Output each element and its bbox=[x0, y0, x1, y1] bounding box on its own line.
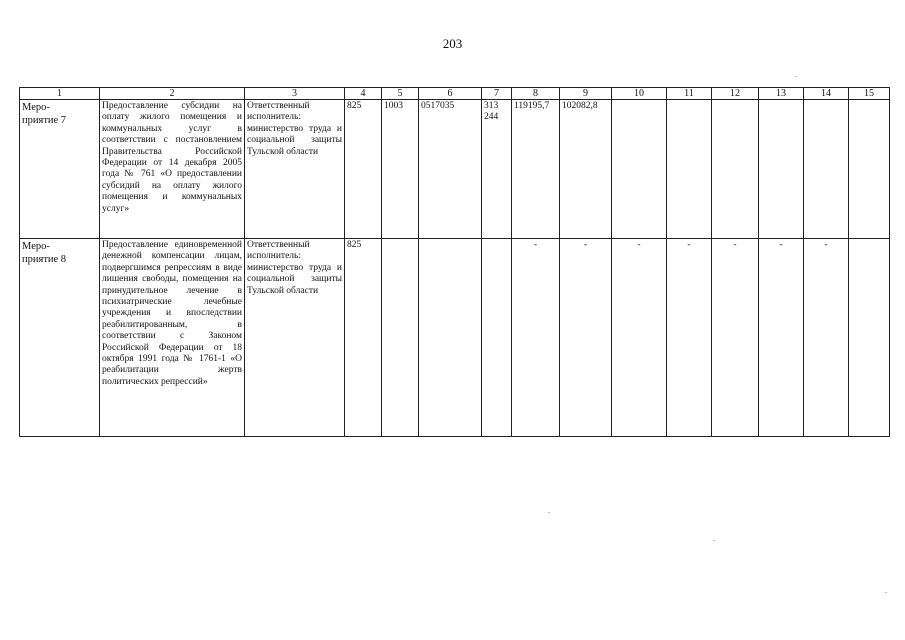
header-col-11: 11 bbox=[667, 88, 712, 100]
measure-label-line-2: приятие 7 bbox=[22, 115, 67, 126]
cell-col-11: - bbox=[667, 239, 712, 437]
measure-label-line-1: Меро- bbox=[22, 241, 50, 252]
header-col-5: 5 bbox=[382, 88, 419, 100]
cell-col-6: 0517035 bbox=[419, 100, 482, 239]
cell-col-9: 102082,8 bbox=[560, 100, 612, 239]
header-col-6: 6 bbox=[419, 88, 482, 100]
cell-col-12: - bbox=[712, 239, 759, 437]
cell-col-10 bbox=[612, 100, 667, 239]
cell-col-6 bbox=[419, 239, 482, 437]
measure-label bbox=[20, 239, 100, 437]
cell-col-12 bbox=[712, 100, 759, 239]
table-row-measure-8 bbox=[20, 239, 890, 437]
measure-executor: Ответственный исполнитель: министерство труда и социальной защиты Тульской области bbox=[245, 100, 345, 239]
cell-col-14 bbox=[804, 100, 849, 239]
cell-col-9: - bbox=[560, 239, 612, 437]
page-number: 203 bbox=[442, 36, 463, 51]
scan-speck bbox=[713, 540, 715, 541]
cell-col-13: - bbox=[759, 239, 804, 437]
scan-speck bbox=[548, 512, 550, 513]
measure-description: Предоставление субсидии на оплату жилого помещения и коммунальных услуг в соответствии с постановлением Правительства Российской Федерации от 14 декабря 2005 года № 761 «О предоставлении субсидий на оплату жилого помещения и коммунальных услуг» bbox=[100, 100, 245, 239]
cell-col-4: 825 bbox=[345, 100, 382, 239]
cell-col-7 bbox=[482, 239, 512, 437]
cell-col-5: 1003 bbox=[382, 100, 419, 239]
header-col-15: 15 bbox=[849, 88, 890, 100]
header-col-2: 2 bbox=[100, 88, 245, 100]
measure-label-line-2: приятие 8 bbox=[22, 254, 67, 265]
measure-executor: Ответственный исполнитель: министерство труда и социальной защиты Тульской области bbox=[245, 239, 345, 437]
header-col-12: 12 bbox=[712, 88, 759, 100]
header-row bbox=[20, 88, 890, 100]
cell-col-14: - bbox=[804, 239, 849, 437]
cell-col-8: - bbox=[512, 239, 560, 437]
program-measures-table bbox=[19, 87, 890, 437]
scan-speck bbox=[885, 592, 887, 593]
measure-label bbox=[20, 100, 100, 239]
cell-col-4: 825 bbox=[345, 239, 382, 437]
header-col-1: 1 bbox=[20, 88, 100, 100]
table-row-measure-7 bbox=[20, 100, 890, 239]
cell-col-15 bbox=[849, 100, 890, 239]
scan-speck bbox=[795, 76, 797, 77]
cell-col-7: 313 244 bbox=[482, 100, 512, 239]
cell-col-13 bbox=[759, 100, 804, 239]
header-col-9: 9 bbox=[560, 88, 612, 100]
cell-col-15 bbox=[849, 239, 890, 437]
cell-col-5 bbox=[382, 239, 419, 437]
header-col-14: 14 bbox=[804, 88, 849, 100]
cell-col-11 bbox=[667, 100, 712, 239]
header-col-13: 13 bbox=[759, 88, 804, 100]
header-col-4: 4 bbox=[345, 88, 382, 100]
header-col-3: 3 bbox=[245, 88, 345, 100]
cell-col-8: 119195,7 bbox=[512, 100, 560, 239]
header-col-10: 10 bbox=[612, 88, 667, 100]
measure-label-line-1: Меро- bbox=[22, 102, 50, 113]
header-col-7: 7 bbox=[482, 88, 512, 100]
header-col-8: 8 bbox=[512, 88, 560, 100]
measure-description: Предоставление единовременной денежной компенсации лицам, подвергшимся репрессиям в виде лишения свободы, помещения на принудительное лечение в психиатрические лечебные учреждения и впоследствии реабилитированным, в соответствии с Законом Российской Федерации от 18 октября 1991 года № 1761-1 «О реабилитации жертв политических репрессий» bbox=[100, 239, 245, 437]
cell-col-10: - bbox=[612, 239, 667, 437]
